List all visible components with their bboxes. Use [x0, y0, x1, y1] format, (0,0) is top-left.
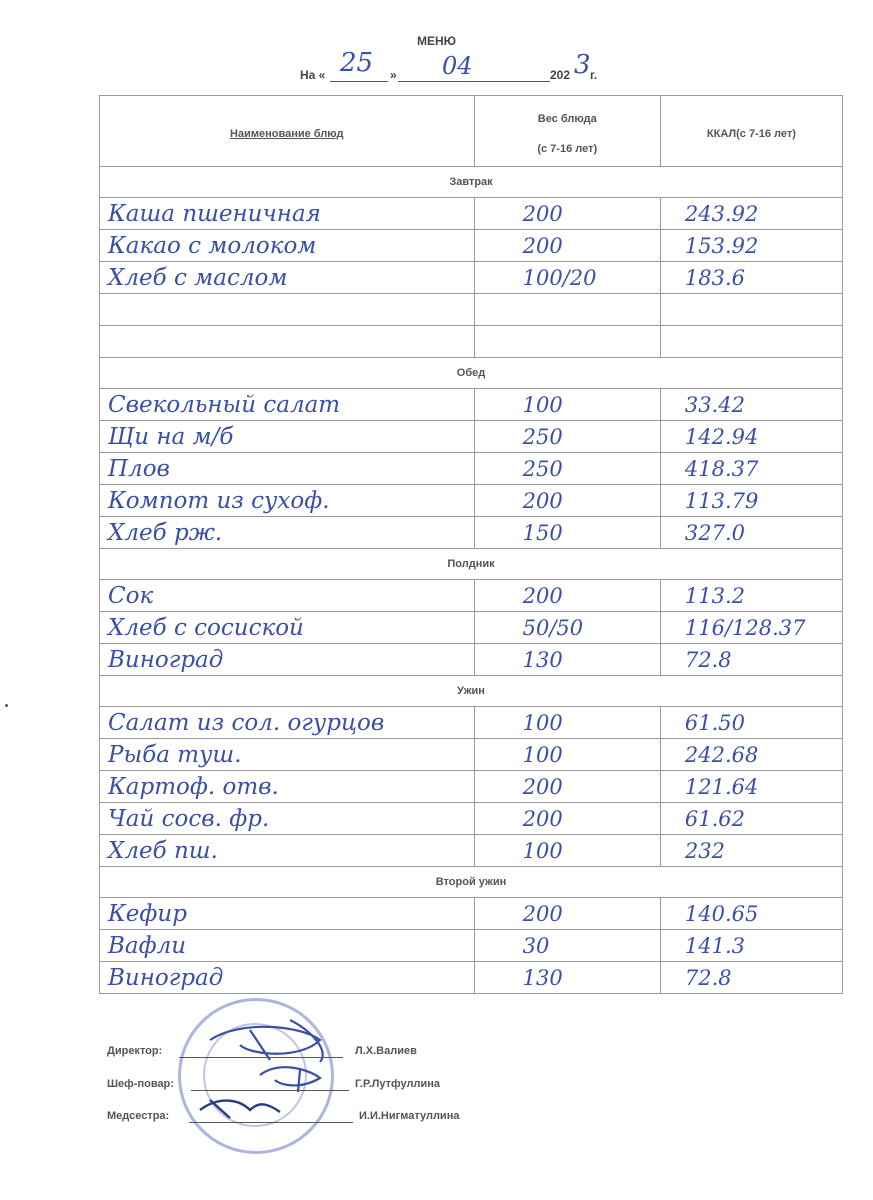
menu-table [99, 95, 843, 994]
dish-weight: 250 [474, 453, 660, 485]
dish-weight: 200 [474, 198, 660, 230]
dish-weight: 100 [474, 389, 660, 421]
dish-weight: 100 [474, 835, 660, 867]
column-header-weight-line1: Вес блюда [537, 113, 597, 125]
table-row [100, 230, 843, 262]
table-row [100, 198, 843, 230]
dish-name: Виноград [100, 962, 475, 994]
dish-name: Плов [100, 453, 475, 485]
dish-kcal: 141.3 [660, 930, 842, 962]
dish-weight: 100/20 [474, 262, 660, 294]
table-row [100, 644, 843, 676]
nurse-underline [189, 1122, 353, 1123]
section-row [100, 867, 843, 898]
dish-name [100, 326, 475, 358]
dish-weight: 130 [474, 644, 660, 676]
director-name: Л.Х.Валиев [355, 1045, 417, 1057]
dish-name: Кефир [100, 898, 475, 930]
dish-kcal: 242.68 [660, 739, 842, 771]
section-row [100, 167, 843, 198]
column-header-kcal: ККАЛ(с 7-16 лет) [660, 96, 842, 167]
table-row [100, 930, 843, 962]
dish-kcal: 121.64 [660, 771, 842, 803]
dish-kcal [660, 294, 842, 326]
dish-name: Щи на м/б [100, 421, 475, 453]
date-year-handwritten: 3 [574, 50, 591, 80]
dish-weight: 200 [474, 771, 660, 803]
dish-weight: 250 [474, 421, 660, 453]
table-row [100, 517, 843, 549]
column-header-weight [474, 96, 660, 167]
date-year-printed: 202 [550, 68, 571, 82]
nurse-name: И.И.Нигматуллина [359, 1110, 460, 1122]
date-year-suffix: г. [590, 68, 598, 82]
table-row [100, 326, 843, 358]
menu-table-body [100, 96, 843, 994]
dish-kcal: 113.79 [660, 485, 842, 517]
dish-kcal: 72.8 [660, 962, 842, 994]
dish-name: Виноград [100, 644, 475, 676]
dish-name: Рыба туш. [100, 739, 475, 771]
table-row [100, 421, 843, 453]
section-row [100, 676, 843, 707]
chef-underline [191, 1090, 349, 1091]
table-row [100, 962, 843, 994]
dish-kcal: 243.92 [660, 198, 842, 230]
dish-kcal: 327.0 [660, 517, 842, 549]
dish-kcal: 61.62 [660, 803, 842, 835]
table-row [100, 389, 843, 421]
dish-name: Хлеб с сосиской [100, 612, 475, 644]
dish-name: Сок [100, 580, 475, 612]
table-row [100, 580, 843, 612]
dish-weight [474, 294, 660, 326]
dish-name: Компот из сухоф. [100, 485, 475, 517]
date-day: 25 [340, 48, 374, 78]
table-row [100, 739, 843, 771]
date-prefix: На « [300, 68, 326, 82]
dish-weight: 200 [474, 580, 660, 612]
dish-weight: 200 [474, 898, 660, 930]
dish-name: Хлеб с маслом [100, 262, 475, 294]
section-title: Второй ужин [100, 867, 843, 898]
table-row [100, 803, 843, 835]
month-underline [398, 81, 550, 82]
table-row [100, 612, 843, 644]
margin-dot [5, 704, 8, 707]
table-row [100, 453, 843, 485]
dish-weight: 100 [474, 739, 660, 771]
dish-weight: 30 [474, 930, 660, 962]
chef-label: Шеф-повар: [107, 1078, 174, 1090]
director-label: Директор: [107, 1045, 163, 1057]
dish-weight: 50/50 [474, 612, 660, 644]
section-title: Завтрак [100, 167, 843, 198]
column-header-name: Наименование блюд [100, 96, 475, 167]
dish-kcal: 113.2 [660, 580, 842, 612]
nurse-label: Медсестра: [107, 1110, 170, 1122]
dish-name: Вафли [100, 930, 475, 962]
dish-kcal: 140.65 [660, 898, 842, 930]
dish-kcal: 33.42 [660, 389, 842, 421]
dish-weight [474, 326, 660, 358]
section-title: Ужин [100, 676, 843, 707]
date-line [300, 48, 620, 82]
table-row [100, 485, 843, 517]
section-title: Обед [100, 358, 843, 389]
section-row [100, 549, 843, 580]
dish-weight: 200 [474, 485, 660, 517]
dish-name: Какао с молоком [100, 230, 475, 262]
table-header-row [100, 96, 843, 167]
day-underline [330, 81, 388, 82]
dish-weight: 200 [474, 803, 660, 835]
dish-kcal: 418.37 [660, 453, 842, 485]
dish-weight: 130 [474, 962, 660, 994]
dish-name: Салат из сол. огурцов [100, 707, 475, 739]
dish-kcal: 183.6 [660, 262, 842, 294]
dish-weight: 150 [474, 517, 660, 549]
date-month: 04 [442, 52, 473, 80]
table-row [100, 835, 843, 867]
date-mid: » [390, 68, 397, 82]
dish-kcal: 153.92 [660, 230, 842, 262]
table-row [100, 707, 843, 739]
dish-name: Свекольный салат [100, 389, 475, 421]
section-title: Полдник [100, 549, 843, 580]
table-row [100, 262, 843, 294]
dish-name: Чай сосв. фр. [100, 803, 475, 835]
dish-kcal: 142.94 [660, 421, 842, 453]
chef-name: Г.Р.Лутфуллина [355, 1078, 440, 1090]
signature-scribbles [180, 1000, 350, 1130]
table-row [100, 898, 843, 930]
dish-name: Каша пшеничная [100, 198, 475, 230]
column-header-weight-line2: (с 7-16 лет) [537, 143, 598, 155]
section-row [100, 358, 843, 389]
director-underline [179, 1057, 343, 1058]
dish-name: Хлеб пш. [100, 835, 475, 867]
dish-kcal: 232 [660, 835, 842, 867]
dish-name: Хлеб рж. [100, 517, 475, 549]
dish-kcal: 116/128.37 [660, 612, 842, 644]
dish-name: Картоф. отв. [100, 771, 475, 803]
table-row [100, 294, 843, 326]
dish-weight: 200 [474, 230, 660, 262]
dish-weight: 100 [474, 707, 660, 739]
menu-title: МЕНЮ [416, 34, 457, 48]
table-row [100, 771, 843, 803]
dish-kcal: 61.50 [660, 707, 842, 739]
dish-kcal [660, 326, 842, 358]
dish-kcal: 72.8 [660, 644, 842, 676]
dish-name [100, 294, 475, 326]
